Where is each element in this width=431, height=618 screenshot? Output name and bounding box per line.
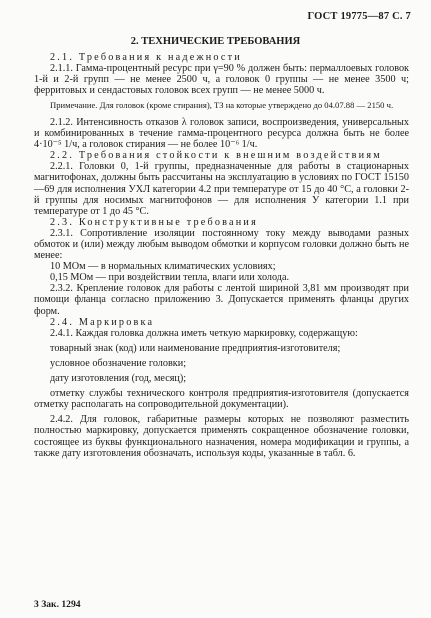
paragraph: дату изготовления (год, месяц); (50, 373, 187, 385)
paragraph: 2.2.1. Головки 0, 1-й группы, предназначенные для работы в стационарных магнитофонах, должны быть рассчитаны на эксплуатацию в условиях по ГОСТ 15150—69 для исполнения УХЛ категории 4.2 при температуре от 15 до 40 °С, а головки 2-й группы для носимых магнитофонов — для исполнения У категории 1.1 при температуре от 1 до 45 °С. (34, 161, 409, 217)
paragraph: 2.1.1. Гамма-процентный ресурс при γ=90 % должен быть: пермаллоевых головок 1-й и 2-й групп — не менее 2500 ч, а головок 0 группы — не менее 3500 ч; ферритовых и сендастовых головок всех групп — не менее 5000 ч. (34, 63, 409, 97)
section-title: 2. ТЕХНИЧЕСКИЕ ТРЕБОВАНИЯ (130, 36, 301, 47)
paragraph: 2.3. Конструктивные требования (50, 216, 258, 228)
paragraph: 2.3.2. Крепление головок для работы с лентой шириной 3,81 мм производят при помощи фланца согласно приложению 3. Допускается применять фланцы других форм. (34, 283, 409, 317)
paragraph: 2.4. Маркировка (50, 316, 155, 328)
paragraph: 2.4.2. Для головок, габаритные размеры которых не позволяют разместить полностью маркировку, допускается применять сокращенное обозначение головки, состоящее из буквы функционального назначения, номера модификации и группы, а также дату изготовления обозначать, используя коды, указанные в табл. 6. (34, 414, 409, 459)
paragraph: условное обозначение головки; (50, 357, 187, 369)
paragraph: 2.3.1. Сопротивление изоляции постоянному току между выводами разных обмоток и (или) между любым выводом обмотки и корпусом головки должно быть не менее: (34, 227, 409, 262)
page-header: ГОСТ 19775—87 С. 7 (307, 11, 411, 22)
paragraph: 2.4.1. Каждая головка должна иметь четкую маркировку, содержащую: (50, 327, 358, 339)
document-body (34, 52, 409, 459)
paragraph: отметку службы технического контроля предприятия-изготовителя (допускается отметку располагать на сопроводительной документации). (34, 388, 409, 411)
paragraph: Примечание. Для головок (кроме стирания), ТЗ на которые утверждено до 04.07.88 — 2150 ч. (50, 100, 394, 111)
paragraph: 2.1. Требования к надежности (50, 52, 242, 63)
paragraph: 2.1.2. Интенсивность отказов λ головок записи, воспроизведения, универсальных и комбинированных в течение гамма-процентного ресурса должна быть не более 4·10⁻⁵ 1/ч, а головок стирания — не более 10⁻⁶ 1/ч. (34, 116, 409, 151)
paragraph: 2.2. Требования стойкости к внешним воздействиям (50, 150, 382, 162)
paragraph: 10 МОм — в нормальных климатических условиях; (50, 261, 276, 273)
paragraph: 0,15 МОм — при воздействии тепла, влаги или холода. (50, 272, 290, 284)
page-footer: 3 Зак. 1294 (34, 599, 81, 610)
paragraph: товарный знак (код) или наименование предприятия-изготовителя; (50, 342, 341, 354)
